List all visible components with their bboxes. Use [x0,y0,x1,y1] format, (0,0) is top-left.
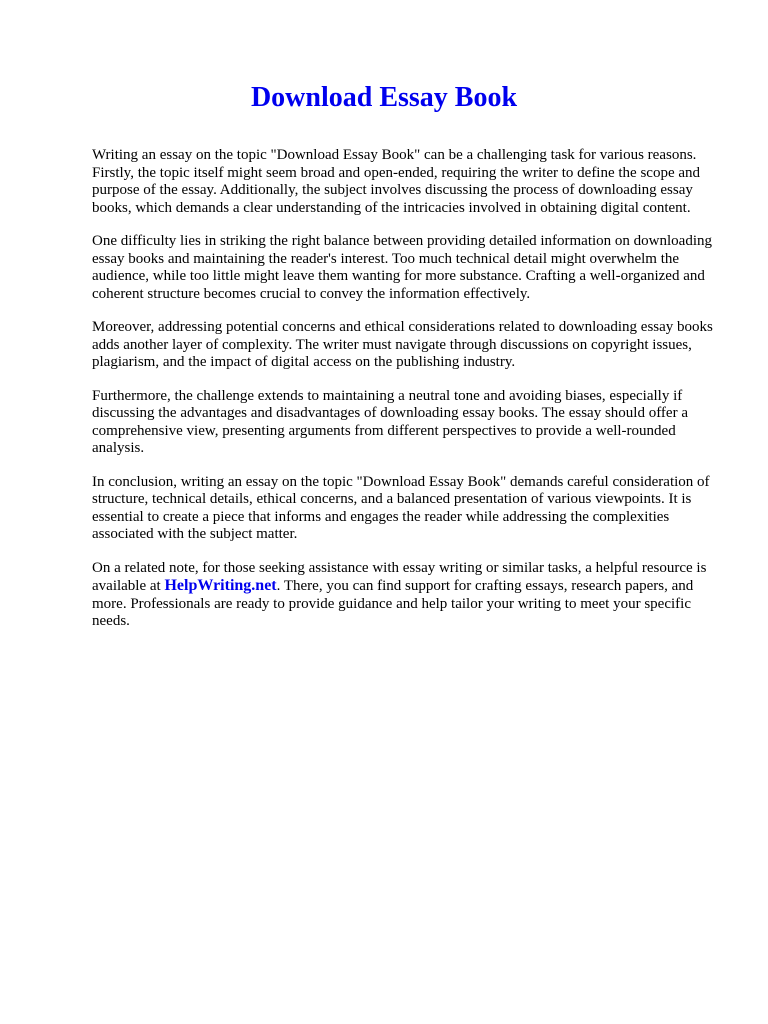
paragraph-5: In conclusion, writing an essay on the topic "Download Essay Book" demands careful consideration of structure, technical details, ethical concerns, and a balanced presentation of various viewpoints. It is essential to create a piece that informs and engages the reader while addressing the complexities associated with the subject matter. [92,473,710,542]
paragraph-4: Furthermore, the challenge extends to maintaining a neutral tone and avoiding biases, especially if discussing the advantages and disadvantages of downloading essay books. The essay should offer a comprehensive view, presenting arguments from different perspectives to provide a well-rounded analysis. [92,387,688,456]
paragraph-6 [92,560,720,631]
page-title: Download Essay Book [250,82,518,113]
paragraph-1: Writing an essay on the topic "Download Essay Book" can be a challenging task for various reasons. Firstly, the topic itself might seem broad and open-ended, requiring the writer to define the scope and purpose of the essay. Additionally, the subject involves discussing the process of downloading essay books, which demands a clear understanding of the intricacies involved in obtaining digital content. [92,147,701,216]
paragraph-2: One difficulty lies in striking the right balance between providing detailed information on downloading essay books and maintaining the reader's interest. Too much technical detail might overwhelm the audience, while too little might leave them wanting for more substance. Crafting a well-organized and coherent structure becomes crucial to convey the information effectively. [92,233,712,302]
helpwriting-link[interactable]: HelpWriting.net [164,577,277,594]
paragraph-3: Moreover, addressing potential concerns and ethical considerations related to downloading essay books adds another layer of complexity. The writer must navigate through discussions on copyright issues, plagiarism, and the impact of digital access on the publishing industry. [92,319,713,370]
paragraph-6-text-after-link: . There, you can find support for crafting essays, research papers, and more. Professionals are ready to provide guidance and help tailor your writing to meet your specific needs. [92,578,694,629]
paragraph-6-text-before-link: On a related note, for those seeking assistance with essay writing or similar tasks, a helpful resource is available at [92,559,707,594]
